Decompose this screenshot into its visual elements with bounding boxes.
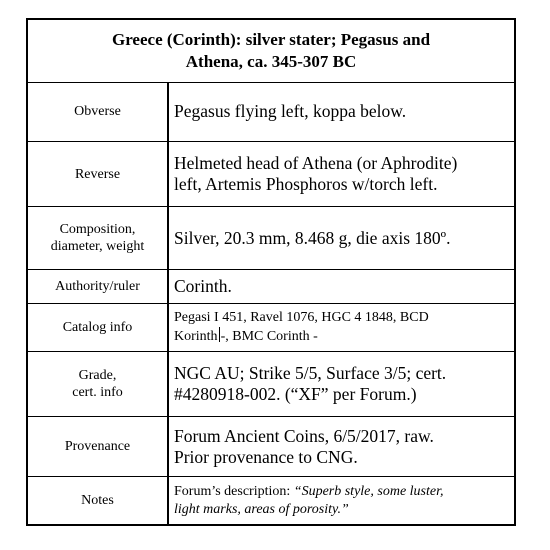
label-composition xyxy=(28,207,167,269)
table-row-notes xyxy=(28,477,514,524)
label-grade xyxy=(28,352,167,416)
label-composition-line-1: Composition, xyxy=(59,222,136,237)
value-composition xyxy=(174,207,508,269)
table-row-composition xyxy=(28,207,514,270)
value-obverse-text: Pegasus flying left, koppa below. xyxy=(174,101,407,121)
label-catalog xyxy=(28,304,167,351)
table-title-line-2: Athena, ca. 345-307 BC xyxy=(185,52,357,71)
table-row-grade xyxy=(28,352,514,417)
value-obverse xyxy=(174,82,508,141)
value-composition-text: Silver, 20.3 mm, 8.468 g, die axis 180º. xyxy=(174,227,451,248)
value-reverse xyxy=(174,142,508,206)
value-catalog-line-1: Pegasi I 451, Ravel 1076, HGC 4 1848, BCD xyxy=(174,310,429,325)
label-obverse-text: Obverse xyxy=(74,104,121,119)
label-authority xyxy=(28,270,167,303)
table-title xyxy=(28,20,514,83)
value-reverse-line-2: left, Artemis Phosphoros w/torch left. xyxy=(174,174,438,194)
value-notes-quote-line-1: “Superb style, some luster, xyxy=(293,483,444,499)
label-authority-text: Authority/ruler xyxy=(55,279,140,294)
value-notes-line-1 xyxy=(174,483,508,501)
label-grade-line-1: Grade, xyxy=(78,368,117,383)
label-notes-text: Notes xyxy=(81,493,114,508)
value-catalog-line-2-part-a: Korinth xyxy=(174,329,218,344)
label-provenance-text: Provenance xyxy=(64,439,131,454)
value-notes-prefix: Forum’s description: xyxy=(174,483,294,499)
value-catalog xyxy=(174,304,508,351)
label-reverse xyxy=(28,142,167,206)
value-authority xyxy=(174,270,508,303)
value-provenance-line-2: Prior provenance to CNG. xyxy=(174,446,358,467)
value-catalog-line-2-part-b: -, BMC Corinth - xyxy=(220,329,318,344)
label-composition-line-2: diameter, weight xyxy=(50,239,145,254)
value-catalog-line-2 xyxy=(174,327,508,346)
label-notes xyxy=(28,477,167,524)
label-grade-line-2: cert. info xyxy=(72,385,123,400)
value-provenance xyxy=(174,417,508,476)
value-authority-text: Corinth. xyxy=(174,276,232,296)
value-grade-line-1: NGC AU; Strike 5/5, Surface 3/5; cert. xyxy=(174,363,447,383)
value-notes xyxy=(174,477,508,524)
coin-info-table xyxy=(26,18,516,526)
label-reverse-text: Reverse xyxy=(74,166,121,182)
table-row-reverse xyxy=(28,142,514,207)
table-row-obverse xyxy=(28,82,514,142)
value-provenance-line-1: Forum Ancient Coins, 6/5/2017, raw. xyxy=(174,425,434,446)
value-notes-quote-line-2: light marks, areas of porosity.” xyxy=(174,501,349,517)
value-grade xyxy=(174,352,508,416)
value-grade-line-2: #4280918-002. (“XF” per Forum.) xyxy=(174,384,417,404)
table-row-provenance xyxy=(28,417,514,477)
text-cursor xyxy=(219,327,220,342)
table-title-line-1: Greece (Corinth): silver stater; Pegasus and xyxy=(111,30,431,49)
label-catalog-text: Catalog info xyxy=(62,320,133,335)
label-provenance xyxy=(28,417,167,476)
label-obverse xyxy=(28,82,167,141)
table-row-authority xyxy=(28,270,514,304)
table-row-catalog xyxy=(28,304,514,352)
value-reverse-line-1: Helmeted head of Athena (or Aphrodite) xyxy=(174,153,458,173)
